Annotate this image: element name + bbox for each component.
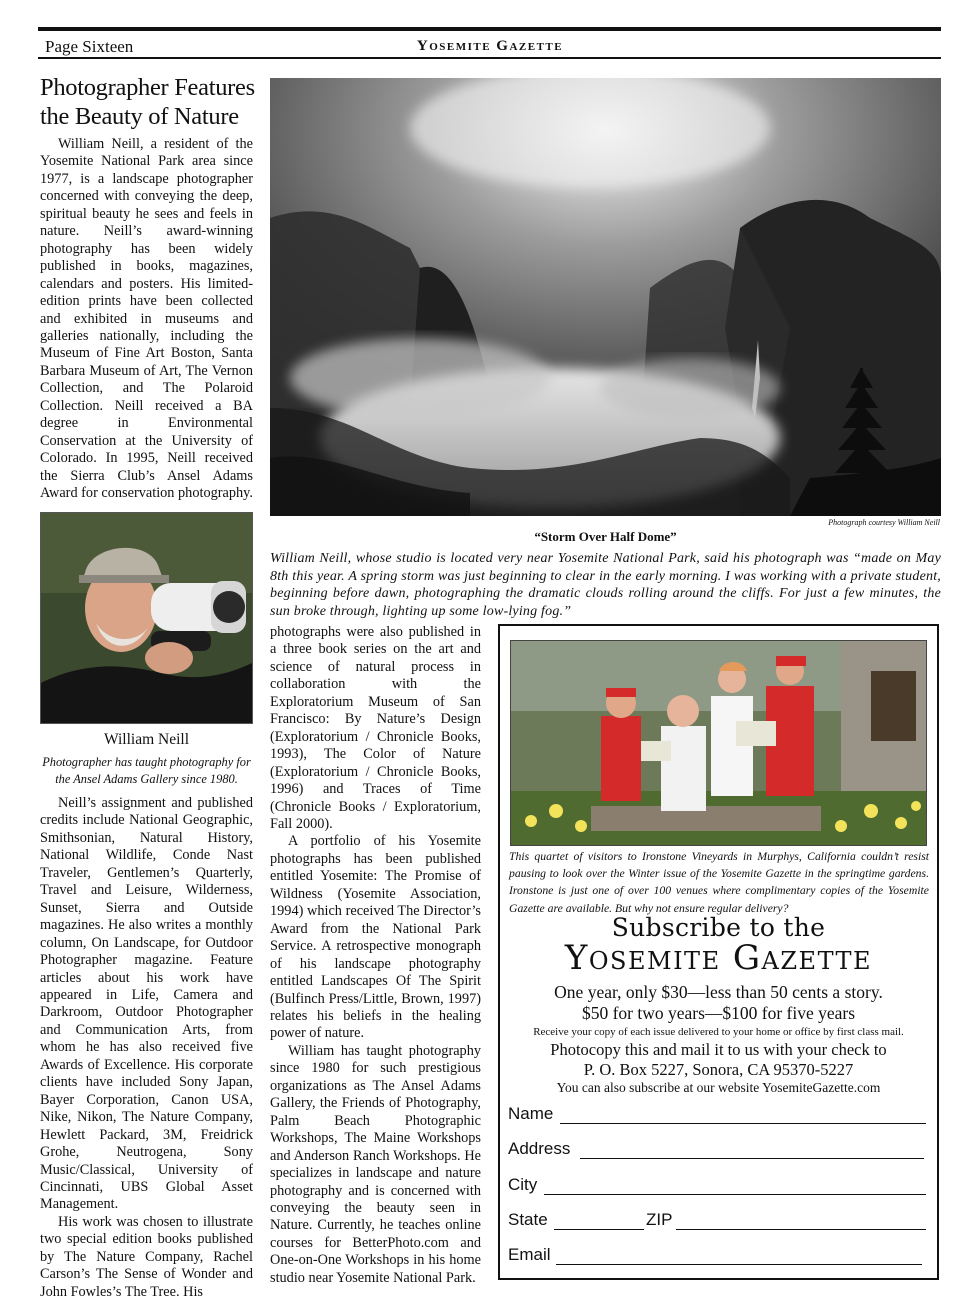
address-field[interactable] — [508, 1139, 928, 1161]
name-field[interactable] — [508, 1104, 928, 1126]
article-paragraph: Neill’s assignment and published credits include National Geographic, Smithsonian, Natural History, National Wildlife, Conde Nast Traveler, Gentlemen’s Quarterly, Travel and Leisure, Wilderness, Sunset, Sierra and Outside magazines. He also writes a monthly column, On Landscape, for Outdoor Photographer magazine. Feature articles about his work have appeared in Life, Camera and Darkroom, Outdoor Photographer and Communication Arts, from whom he has also received five Awards of Excellence. His corporate clients have included Sony Japan, Bayer Corporation, Canon USA, Nike, Nikon, The Nature Company, Hewlett Packard, 3M, Freidrick Grohe, Neutrogena, Sony Music/Classical, University of Cincinnati, UBS Global Asset Management. — [40, 795, 253, 1213]
state-line[interactable] — [554, 1229, 644, 1230]
subscription-photo-caption: This quartet of visitors to Ironstone Vineyards in Murphys, California couldn’t resist pausing to look over the Winter issue of the Yosemite Gazette in the springtime gardens. Ironstone is just one of over 100 venues where complimentary copies of the Yosemite Gazette are available. But why not ensure regular delivery? — [509, 850, 929, 915]
website-note: You can also subscribe at our website YosemiteGazette.com — [556, 1080, 881, 1095]
ironstone-visitors-photo — [510, 640, 927, 846]
email-line[interactable] — [556, 1264, 922, 1265]
article-column-2 — [270, 624, 481, 1287]
mail-instructions: Photocopy this and mail it to us with your check to — [550, 1040, 887, 1059]
masthead: Yosemite Gazette — [416, 38, 564, 54]
header-rule-bottom — [38, 57, 941, 59]
name-label: Name — [508, 1104, 554, 1123]
article-paragraph: William has taught photography since 1980 for such prestigious organizations as The Ansel Adams Gallery, the Friends of Photography, Palm Beach Photographic Workshops, The Maine Workshops and Anderson Ranch Workshops. He specializes in landscape and nature photography and is concerned with conveying the beauty seen in Nature. Currently, he teaches online courses for BetterPhoto.com and One-on-One Workshops in his home studio near Yosemite National Park. — [270, 1042, 481, 1286]
zip-label: ZIP — [646, 1210, 673, 1229]
zip-line[interactable] — [676, 1229, 926, 1230]
subscribe-heading: Subscribe to the — [611, 913, 826, 942]
article-paragraph: photographs were also published in a three book series on the art and science of natural process in collaboration with the Exploratorium Museum of San Francisco: By Nature’s Design (Exploratorium / Chronicle Books, 1993), The Color of Nature (Exploratorium / Chronicle Books, 1996) and Traces of Time (Chronicle Books / Exploratorium, Fall 2000). — [270, 624, 481, 832]
price-one-year: One year, only $30—less than 50 cents a story. — [554, 982, 883, 1002]
article-column-1-bottom — [40, 795, 253, 1301]
email-field[interactable] — [508, 1245, 928, 1267]
state-zip-field[interactable] — [508, 1210, 928, 1232]
address-label: Address — [508, 1139, 571, 1158]
portrait-caption: Photographer has taught photography for the Ansel Adams Gallery since 1980. — [42, 755, 251, 786]
city-label: City — [508, 1175, 538, 1194]
portrait-name: William Neill — [103, 731, 190, 748]
state-label: State — [508, 1210, 548, 1229]
header-rule-top — [38, 27, 941, 31]
photo-title: “Storm Over Half Dome” — [534, 529, 677, 544]
storm-over-half-dome-photo — [270, 78, 941, 516]
william-neill-portrait — [40, 512, 253, 724]
article-paragraph: A portfolio of his Yosemite photographs has been published entitled Yosemite: The Promise of Wildness (Yosemite Association, 1994) which received The Director’s Award from the National Park Service. A retrospective monograph of his landscape photography entitled Landscapes Of The Spirit (Bulfinch Press/Little, Brown, 1997) relates his beliefs in the healing power of nature. — [270, 833, 481, 1042]
article-paragraph: William Neill, a resident of the Yosemite National Park area since 1977, is a landscape photographer concerned with conveying the deep, spiritual beauty he sees and feels in nature. Neill’s award-winning photography has been widely published in books, magazines, calendars and posters. His limited-edition prints have been collected and exhibited in museums and galleries nationally, including the Museum of Fine Art Boston, Santa Barbara Museum of Art, The Vernon Collection, and The Polaroid Collection. Neill received a BA degree in Environmental Conservation at the University of Colorado. In 1995, Neill received the Sierra Club’s Ansel Adams Award for conservation photography. — [40, 136, 253, 502]
price-multi-year: $50 for two years—$100 for five years — [581, 1003, 856, 1023]
article-column-1-top — [40, 136, 253, 503]
city-line[interactable] — [544, 1194, 926, 1195]
photo-caption: William Neill, whose studio is located very near Yosemite National Park, said his photograph was “made on May 8th this year. A spring storm was just beginning to clear in the early morning. I was working with a private student, beginning before dawn, photographing the dramatic clouds rolling around the cliffs. For just a few minutes, the sun broke through, lighting up some low-lying fog.” — [270, 551, 941, 619]
subscribe-publication-name: Yosemite Gazette — [564, 938, 873, 978]
name-line[interactable] — [560, 1123, 926, 1124]
article-title: Photographer Features the Beauty of Nature — [40, 74, 255, 130]
address-line[interactable] — [580, 1158, 924, 1159]
city-field[interactable] — [508, 1175, 928, 1197]
photo-credit: Photograph courtesy William Neill — [828, 518, 940, 527]
email-label: Email — [508, 1245, 551, 1264]
mailing-address: P. O. Box 5227, Sonora, CA 95370-5227 — [583, 1060, 854, 1079]
delivery-note: Receive your copy of each issue delivered to your home or office by first class mail. — [533, 1026, 904, 1038]
article-paragraph: His work was chosen to illustrate two special edition books published by The Nature Company, Rachel Carson’s The Sense of Wonder and John Fowles’s The Tree. His — [40, 1213, 253, 1300]
page-number: Page Sixteen — [45, 37, 134, 56]
